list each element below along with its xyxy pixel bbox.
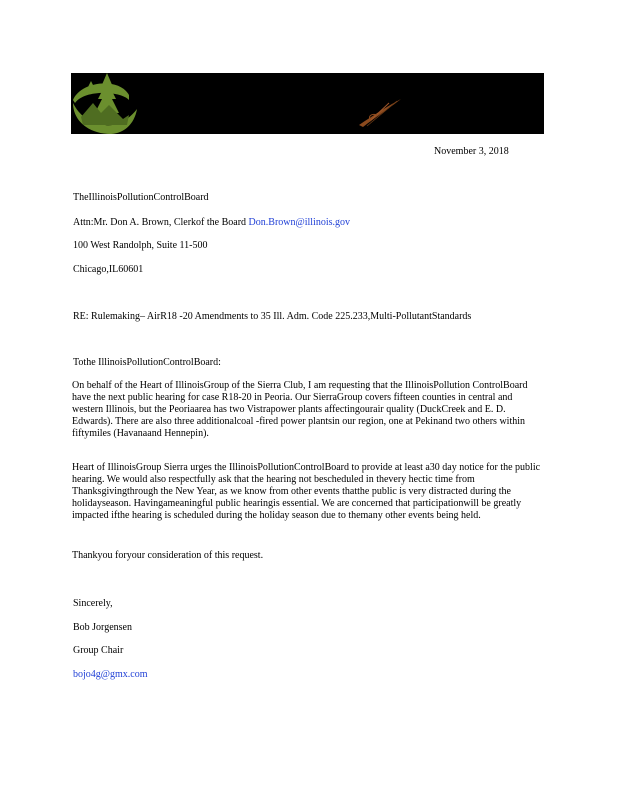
paragraph-2: Heart of IllinoisGroup Sierra urges the IllinoisPollutionControlBoard to provide at least a30 day notice for the public hearing. We would also respectfully ask that the hearing not bescheduled in thevery hectic time from Thanksgivingthrough the New Year, as we know from other events thatthe public is very distracted during the holidayseason. Havingameaningful public hearingis essential. We are concerned that participationwill be greatly impacted ifthe hearing is scheduled during the holiday season due to themany other events being held. bbox=[72, 462, 541, 521]
re-line: RE: Rulemaking– AirR18 -20 Amendments to 35 Ill. Adm. Code 225.233,Multi-PollutantStandards bbox=[73, 311, 472, 322]
paragraph-3: Thankyou foryour consideration of this request. bbox=[72, 550, 264, 561]
attention-text: Attn:Mr. Don A. Brown, Clerkof the Board bbox=[73, 217, 249, 228]
quill-pen-icon bbox=[359, 99, 401, 127]
letter-date: November 3, 2018 bbox=[434, 146, 509, 157]
address-line-1: 100 West Randolph, Suite 11-500 bbox=[73, 240, 208, 251]
letterhead-banner bbox=[71, 73, 544, 134]
attention-line bbox=[73, 217, 350, 229]
paragraph-1: On behalf of the Heart of IllinoisGroup of the Sierra Club, I am requesting that the IllinoisPollution ControlBoard have the next public hearing for case R18-20 in Peoria. Our SierraGroup covers fifteen counties in central and western Illinois, but the Peoriaarea has two Vistrapower plants affectingourair quality (DuckCreek and E. D. Edwards). There are also three additionalcoal -fired power plantsin our region, one at Pekinand two others within fiftymiles (Havanaand Hennepin). bbox=[72, 380, 528, 439]
signer-email-link[interactable]: bojo4g@gmx.com bbox=[73, 669, 148, 680]
signer-name: Bob Jorgensen bbox=[73, 622, 132, 633]
salutation: Tothe IllinoisPollutionControlBoard: bbox=[73, 357, 221, 368]
clerk-email-link[interactable]: Don.Brown@illinois.gov bbox=[248, 217, 350, 228]
signer-title: Group Chair bbox=[73, 645, 124, 656]
sierra-club-tree-logo bbox=[73, 73, 137, 134]
letterhead-graphics bbox=[71, 73, 544, 134]
address-line-2: Chicago,IL60601 bbox=[73, 264, 144, 275]
closing: Sincerely, bbox=[73, 598, 113, 609]
recipient-line: TheIllinoisPollutionControlBoard bbox=[73, 192, 209, 203]
